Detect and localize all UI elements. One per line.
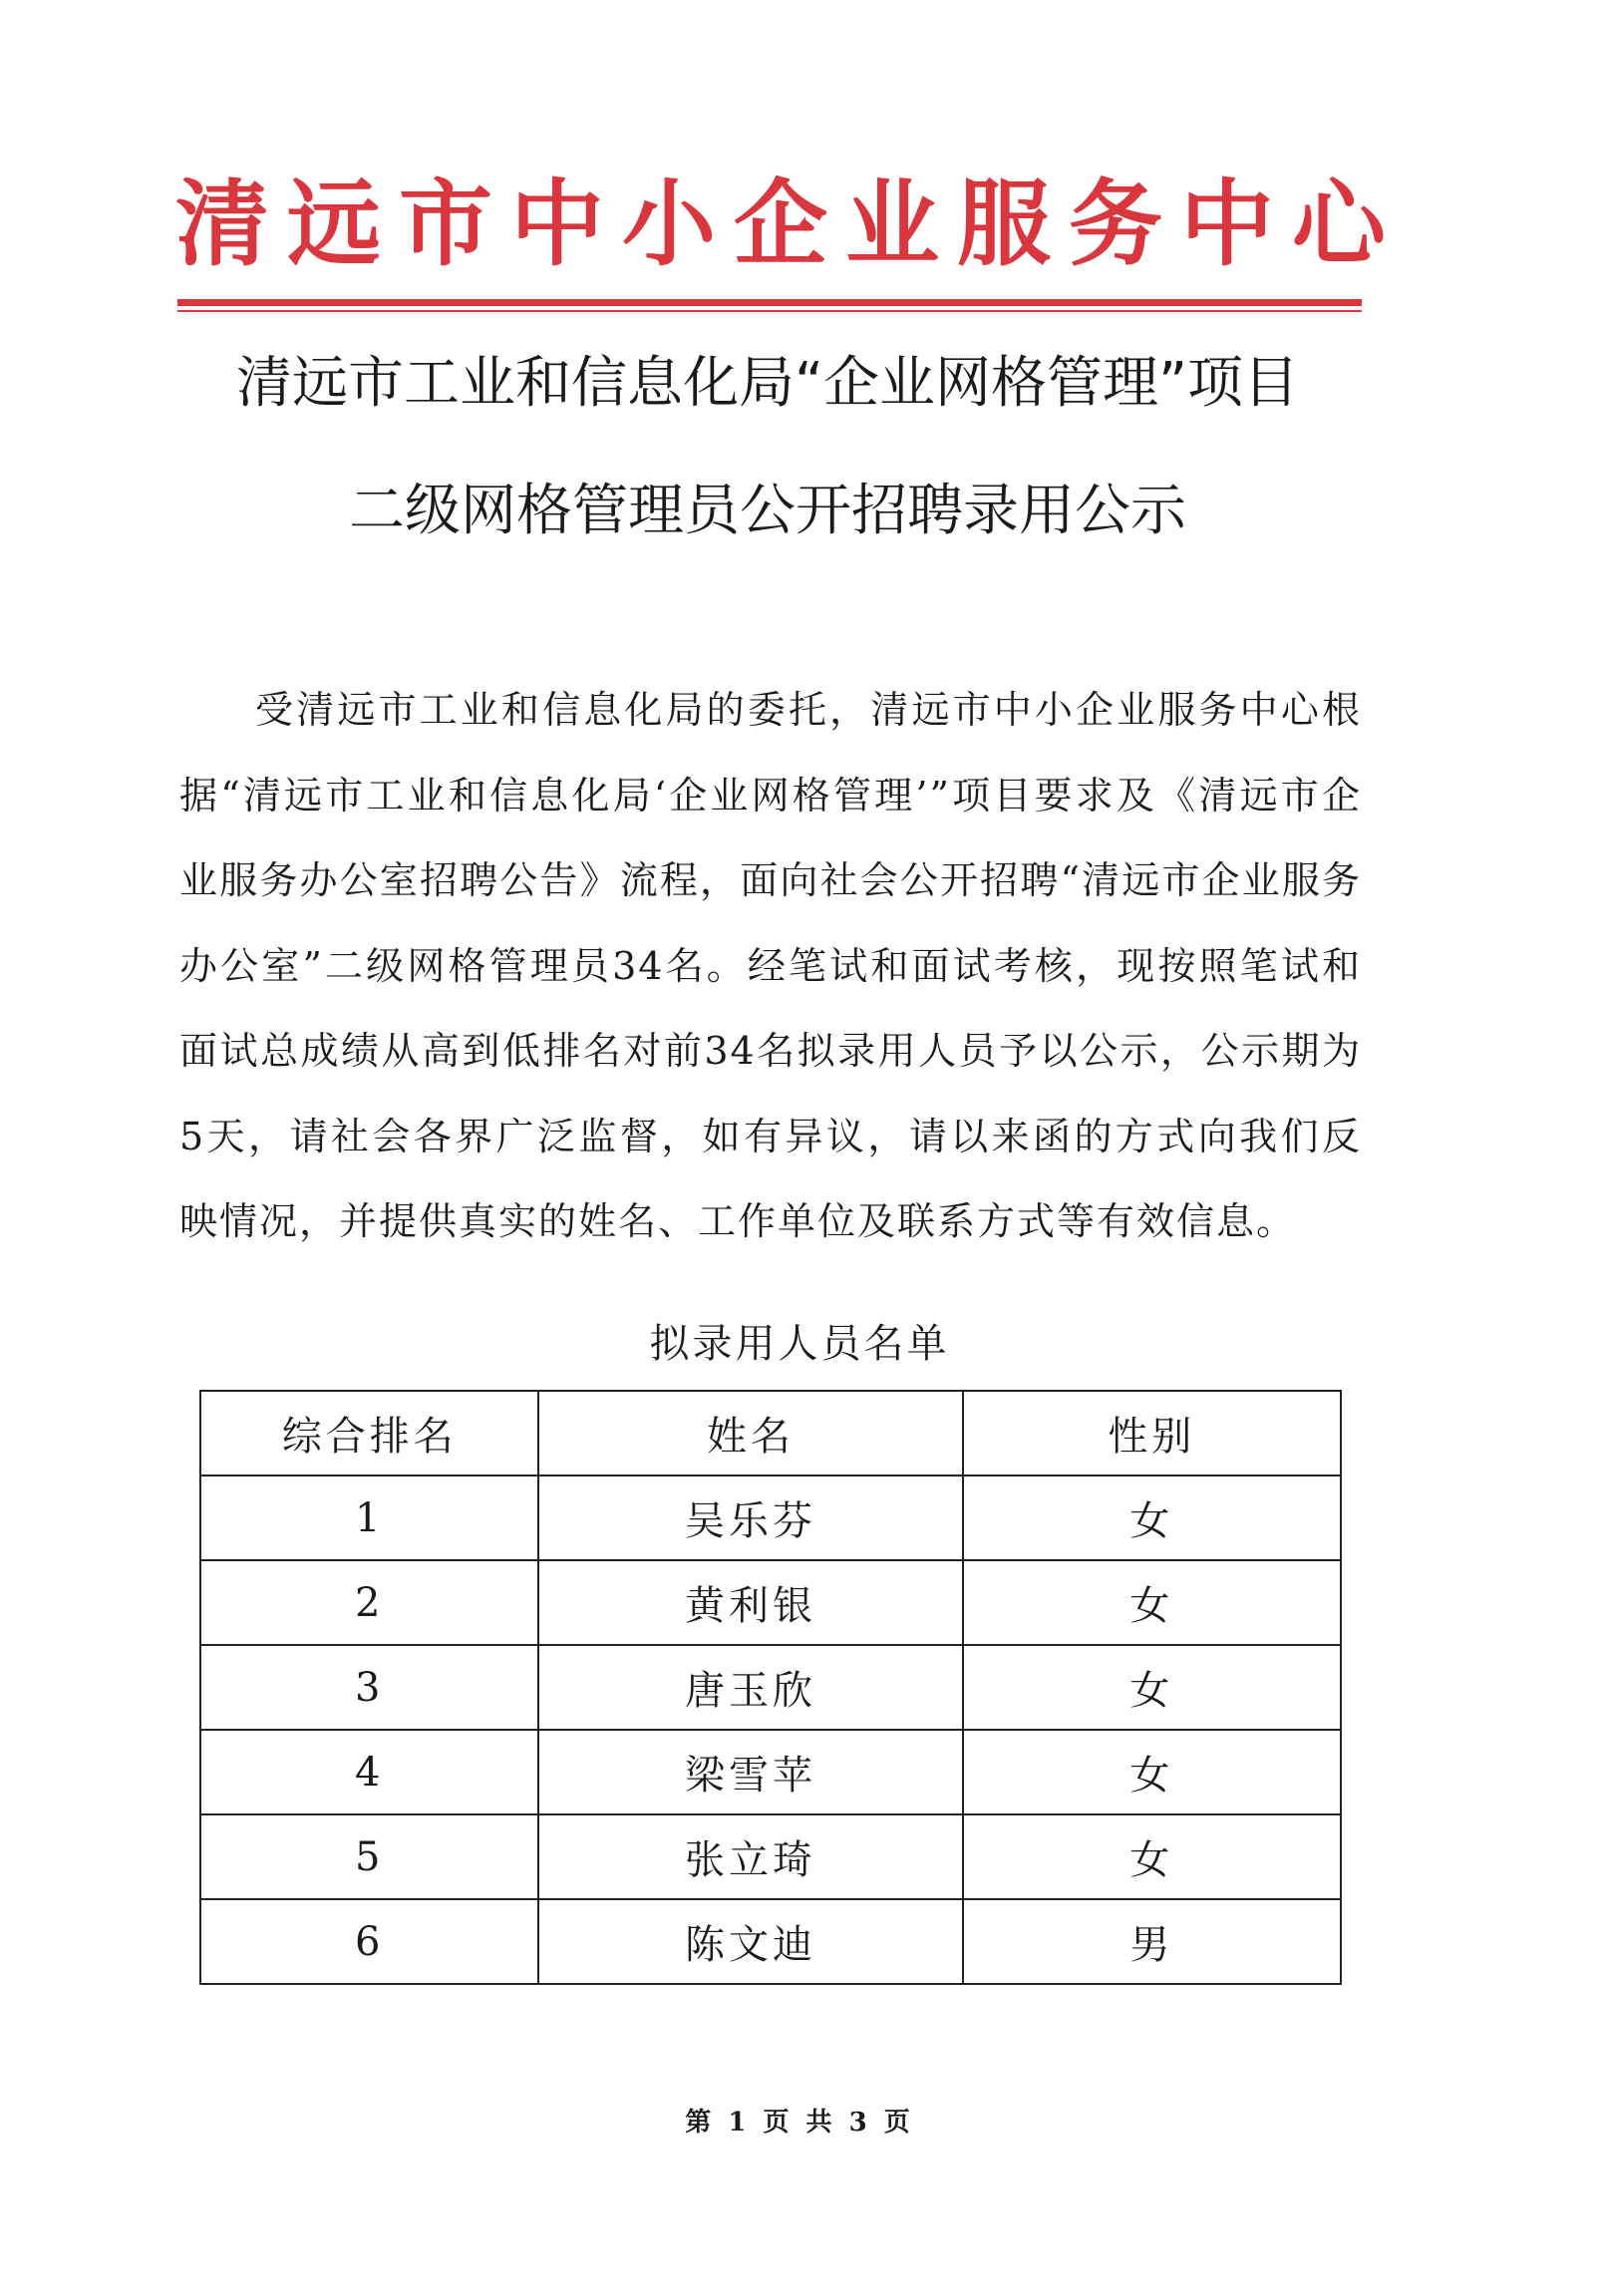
cell-rank: 5 [200, 1814, 538, 1899]
cell-name: 黄利银 [538, 1560, 962, 1645]
table-row [200, 1476, 1341, 1560]
cell-gender: 女 [963, 1730, 1341, 1814]
page-footer: 第 1 页 共 3 页 [685, 2108, 914, 2137]
table-caption: 拟录用人员名单 [649, 1321, 950, 1367]
cell-rank: 4 [200, 1730, 538, 1814]
cell-name: 唐玉欣 [538, 1645, 962, 1730]
table-row [200, 1560, 1341, 1645]
cell-name: 陈文迪 [538, 1899, 962, 1984]
table-header-row [200, 1391, 1341, 1476]
letterhead-red-rule [177, 299, 1362, 306]
document-title-line-2: 二级网格管理员公开招聘录用公示 [349, 479, 1186, 543]
body-paragraph: 受清远市工业和信息化局的委托，清远市中小企业服务中心根据“清远市工业和信息化局‘企业网格管理’”项目要求及《清远市企业服务办公室招聘公告》流程，面向社会公开招聘“清远市企业服务办公室”二级网格管理员34名。经笔试和面试考核，现按照笔试和面试总成绩从高到低排名对前34名拟录用人员予以公示，公示期为5天，请社会各界广泛监督，如有异议，请以来函的方式向我们反映情况，并提供真实的姓名、工作单位及联系方式等有效信息。 [179, 688, 1362, 1243]
cell-rank: 6 [200, 1899, 538, 1984]
cell-name: 吴乐芬 [538, 1476, 962, 1560]
table-row [200, 1645, 1341, 1730]
cell-gender: 女 [963, 1476, 1341, 1560]
header-rank: 综合排名 [200, 1391, 538, 1476]
cell-gender: 女 [963, 1814, 1341, 1899]
document-title-line-1: 清远市工业和信息化局“企业网格管理”项目 [235, 351, 1300, 416]
letterhead-red-rule-thin [177, 310, 1362, 312]
cell-rank: 1 [200, 1476, 538, 1560]
table-row [200, 1899, 1341, 1984]
cell-gender: 男 [963, 1899, 1341, 1984]
cell-rank: 3 [200, 1645, 538, 1730]
cell-gender: 女 [963, 1560, 1341, 1645]
table-row [200, 1814, 1341, 1899]
cell-gender: 女 [963, 1645, 1341, 1730]
header-name: 姓名 [538, 1391, 962, 1476]
table-row [200, 1730, 1341, 1814]
cell-name: 梁雪苹 [538, 1730, 962, 1814]
cell-name: 张立琦 [538, 1814, 962, 1899]
letterhead-org-name: 清远市中小企业服务中心 [175, 169, 1405, 279]
hire-roster-table [199, 1390, 1342, 1985]
cell-rank: 2 [200, 1560, 538, 1645]
header-gender: 性别 [963, 1391, 1341, 1476]
